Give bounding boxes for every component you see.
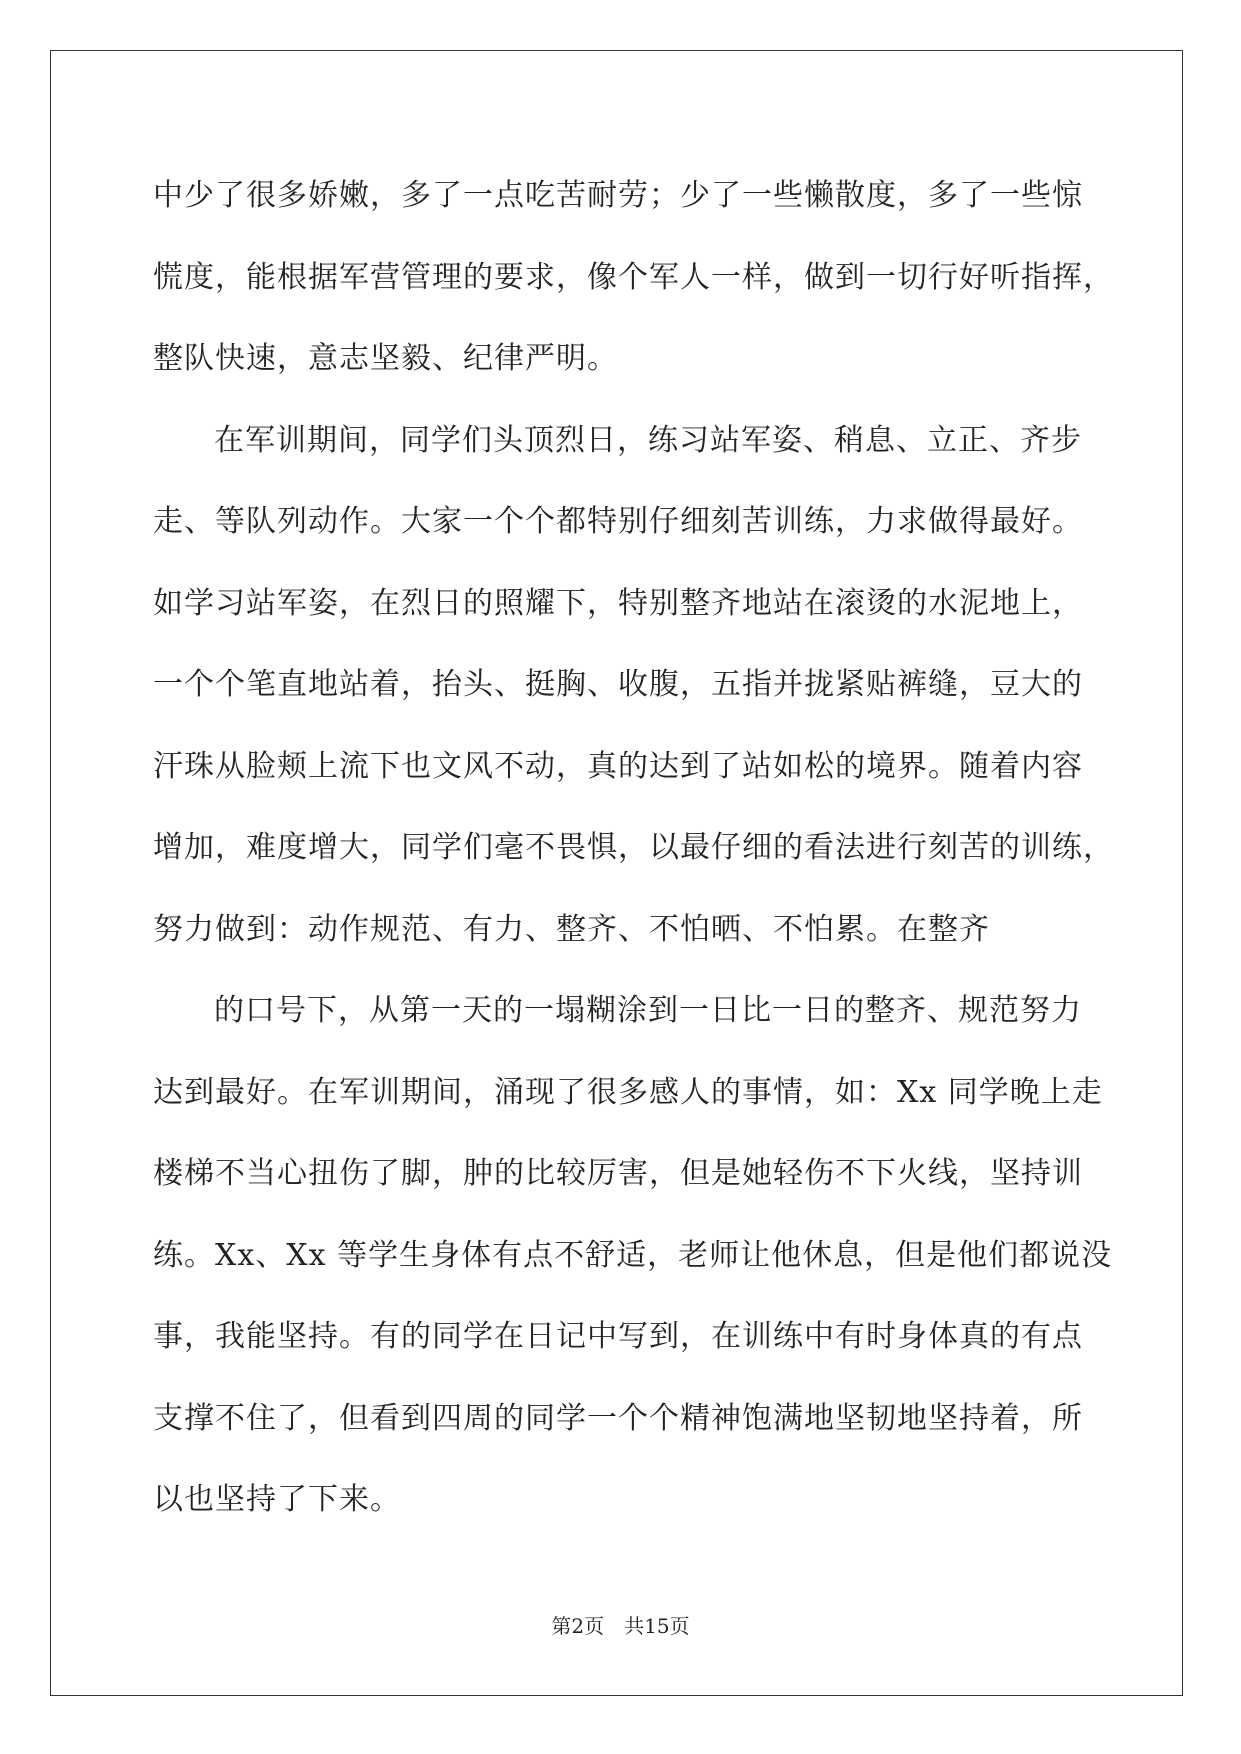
text-line: 慌度，能根据军营管理的要求，像个军人一样，做到一切行好听指挥， bbox=[153, 259, 1114, 295]
page-total: 共15页 bbox=[624, 1614, 690, 1638]
text-line: 达到最好。在军训期间，涌现了很多感人的事情，如：Xx 同学晚上走 bbox=[153, 1074, 1103, 1110]
text-line: 练。Xx、Xx 等学生身体有点不舒适，老师让他休息，但是他们都说没 bbox=[153, 1237, 1113, 1273]
text-line: 一个个笔直地站着，抬头、挺胸、收腹，五指并拢紧贴裤缝，豆大的 bbox=[153, 667, 1083, 702]
text-line: 整队快速，意志坚毅、纪律严明。 bbox=[153, 341, 618, 376]
page-footer bbox=[0, 1610, 1241, 1639]
text-line: 增加，难度增大，同学们毫不畏惧，以最仔细的看法进行刻苦的训练， bbox=[153, 830, 1114, 865]
body-text bbox=[153, 155, 1114, 1541]
text-line: 走、等队列动作。大家一个个都特别仔细刻苦训练，力求做得最好。 bbox=[153, 504, 1083, 539]
page-number: 第2页 bbox=[551, 1614, 605, 1638]
text-line: 努力做到：动作规范、有力、整齐、不怕晒、不怕累。在整齐 bbox=[153, 911, 990, 947]
text-line: 在军训期间，同学们头顶烈日，练习站军姿、稍息、立正、齐步 bbox=[214, 422, 1082, 458]
text-line: 楼梯不当心扭伤了脚，肿的比较厉害，但是她轻伤不下火线，坚持训 bbox=[153, 1156, 1083, 1191]
text-line: 如学习站军姿，在烈日的照耀下，特别整齐地站在滚烫的水泥地上， bbox=[153, 585, 1083, 621]
text-line: 的口号下，从第一天的一塌糊涂到一日比一日的整齐、规范努力 bbox=[214, 993, 1082, 1028]
text-line: 以也坚持了下来。 bbox=[153, 1482, 401, 1517]
text-line: 汗珠从脸颊上流下也文风不动，真的达到了站如松的境界。随着内容 bbox=[153, 748, 1083, 784]
text-line: 支撑不住了，但看到四周的同学一个个精神饱满地坚韧地坚持着，所 bbox=[153, 1400, 1083, 1436]
text-line: 事，我能坚持。有的同学在日记中写到，在训练中有时身体真的有点 bbox=[153, 1319, 1083, 1354]
text-line: 中少了很多娇嫩，多了一点吃苦耐劳；少了一些懒散度，多了一些惊 bbox=[153, 178, 1083, 213]
